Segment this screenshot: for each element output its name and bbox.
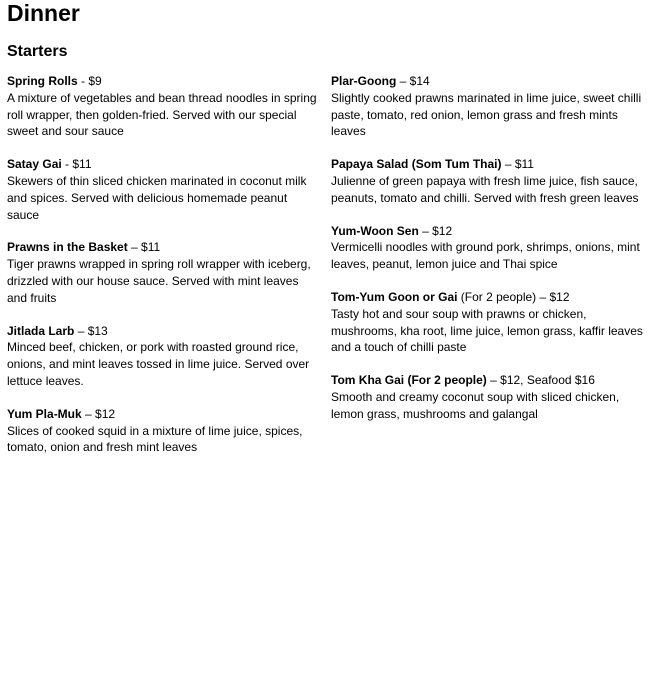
- menu-item-header: [331, 73, 643, 90]
- menu-item-description: Skewers of thin sliced chicken marinated in coconut milk and spices. Served with delicious homemade peanut sauce: [7, 173, 307, 222]
- menu-item-price: - $11: [61, 157, 92, 172]
- menu-item: [331, 289, 643, 356]
- menu-item-header: [331, 156, 643, 173]
- menu-item-name: Tom-Yum Goon or Gai: [331, 289, 458, 304]
- menu-item-header: [331, 289, 643, 306]
- menu-item-name: Tom Kha Gai (For 2 people): [331, 373, 487, 388]
- menu-item-price: – $14: [396, 74, 430, 88]
- menu-item: [7, 239, 319, 306]
- menu-item: [7, 156, 319, 223]
- menu-item-name: Prawns in the Basket: [7, 240, 128, 255]
- menu-item-price: – $12: [418, 223, 453, 238]
- page-title: Dinner: [7, 0, 80, 26]
- menu-item-header: [331, 372, 643, 389]
- menu-item-header: [7, 239, 319, 256]
- menu-item-price: – $13: [74, 323, 108, 338]
- menu-item-description: Minced beef, chicken, or pork with roasted ground rice, onions, and mint leaves tossed in lime juice. Served over lettuce leaves.: [7, 340, 310, 388]
- menu-item-header: [7, 73, 319, 90]
- menu-item-name: Plar-Goong: [331, 74, 397, 88]
- menu-item-price: – $12: [536, 289, 570, 304]
- menu-item: [7, 406, 319, 456]
- menu-item-name: Jitlada Larb: [7, 323, 75, 338]
- menu-item-name: Papaya Salad (Som Tum Thai): [331, 157, 502, 172]
- menu-item: [331, 73, 643, 140]
- menu-item: [331, 156, 643, 206]
- menu-item: [331, 223, 643, 273]
- menu-item: [7, 323, 319, 390]
- menu-item-name: Yum-Woon Sen: [331, 223, 419, 238]
- section-heading-starters: Starters: [7, 43, 68, 60]
- menu-item-description: Vermicelli noodles with ground pork, shrimps, onions, mint leaves, peanut, lemon juice and Thai spice: [331, 240, 640, 272]
- menu-column-left: [7, 73, 319, 472]
- menu-item-note: (For 2 people): [457, 289, 537, 304]
- menu-item-name: Yum Pla-Muk: [7, 406, 82, 421]
- menu-item-name: Spring Rolls: [7, 74, 78, 88]
- menu-item-price: - $9: [77, 74, 102, 88]
- menu-item-header: [331, 223, 643, 240]
- menu-item-header: [7, 323, 319, 340]
- menu-item-price: – $12: [81, 406, 116, 421]
- menu-item-description: A mixture of vegetables and bean thread noodles in spring roll wrapper, then golden-fried. Served with our special sweet and sour sauce: [7, 90, 317, 139]
- menu-item-description: Slightly cooked prawns marinated in lime juice, sweet chilli paste, tomato, red onion, lemon grass and fresh mints leaves: [331, 90, 642, 139]
- menu-item-header: [7, 156, 319, 173]
- menu-item-description: Tiger prawns wrapped in spring roll wrapper with iceberg, drizzled with our house sauce. Served with mint leaves and fruits: [7, 257, 311, 305]
- menu-item-description: Julienne of green papaya with fresh lime juice, fish sauce, peanuts, tomato and chilli. Served with fresh green leaves: [331, 173, 639, 205]
- menu-item-description: Smooth and creamy coconut soup with sliced chicken, lemon grass, mushrooms and galangal: [331, 389, 620, 421]
- menu-item-price: – $11: [501, 157, 534, 172]
- menu-item-price: – $12: [486, 373, 521, 388]
- menu-item-extra-price: , Seafood $16: [520, 373, 595, 388]
- menu-column-right: [331, 73, 643, 439]
- menu-item-header: [7, 406, 319, 423]
- menu-item-name: Satay Gai: [7, 157, 62, 172]
- menu-item-description: Tasty hot and sour soup with prawns or chicken, mushrooms, kha root, lime juice, lemon grass, kaffir leaves and a touch of chilli paste: [331, 306, 643, 355]
- menu-item-price: – $11: [127, 240, 161, 255]
- menu-item: [7, 73, 319, 140]
- menu-item: [331, 372, 643, 422]
- menu-item-description: Slices of cooked squid in a mixture of lime juice, spices, tomato, onion and fresh mint leaves: [7, 423, 303, 455]
